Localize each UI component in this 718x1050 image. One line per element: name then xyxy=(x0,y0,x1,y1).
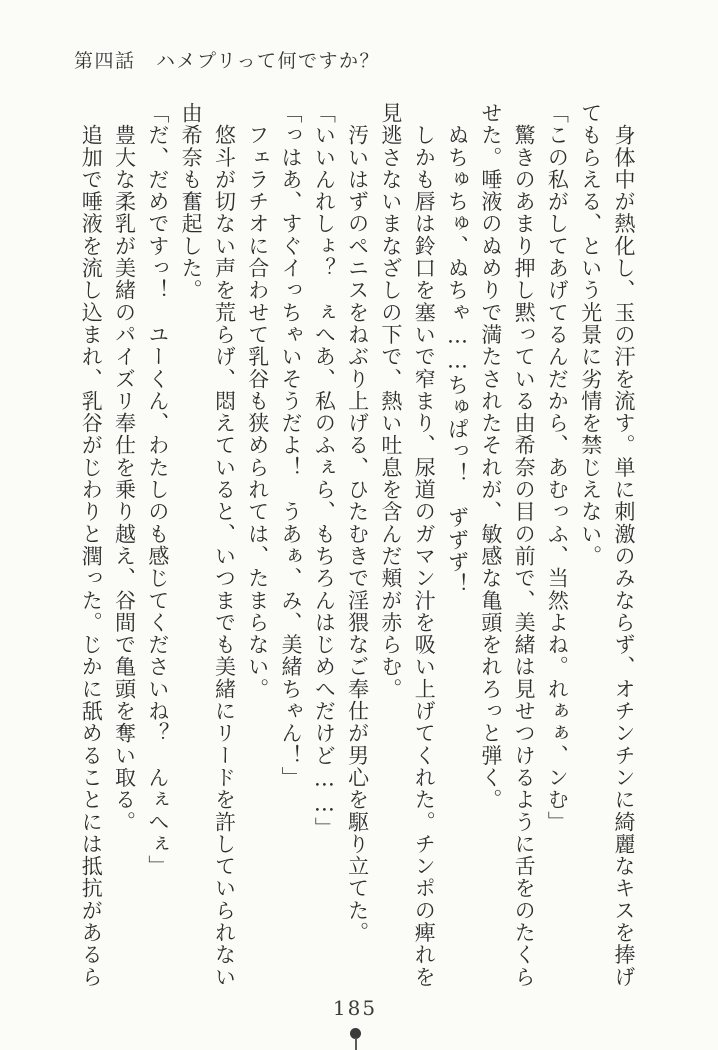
binding-mark-stem xyxy=(355,1038,357,1050)
novel-paragraph: 驚きのあまり押し黙っている由希奈の目の前で、美緒は見せつけるように舌をのたくらせた。唾液のぬめりで満たされたそれが、敏感な亀頭をれろっと弾く。 xyxy=(478,102,537,988)
novel-paragraph: フェラチオに合わせて乳谷も狭められては、たまらない。 xyxy=(245,102,270,701)
novel-paragraph: 「っはあ、すぐイっちゃいそうだよ！ うあぁ、み、美緒ちゃん！」 xyxy=(279,102,304,789)
novel-paragraph: 「だ、だめですっ！ ユーくん、わたしのも感じてくださいね？ んぇへぇ」 xyxy=(145,102,170,878)
novel-paragraph: 汚いはずのペニスをねぶり上げる、ひたむきで淫猥なご奉仕が男心を駆り立てた。 xyxy=(345,102,370,944)
novel-paragraph: ぬちゅちゅ、ぬちゃ……ちゅぱっ！ ずずず！ xyxy=(445,102,470,596)
novel-paragraph: しかも唇は鈴口を塞いで窄まり、尿道のガマン汁を吸い上げてくれた。チンポの痺れを見逃さないまなざしの下で、熱い吐息を含んだ頬が赤らむ。 xyxy=(378,102,437,988)
novel-paragraph: 悠斗が切ない声を荒らげ、悶えていると、いつまでも美緒にリードを許していられない由希奈も奮起した。 xyxy=(179,102,237,988)
novel-paragraph: 「この私がしてあげてるんだから、あむっふ、当然よね。れぁぁ、ンむ」 xyxy=(545,102,570,833)
chapter-running-header: 第四話 ハメプリって何ですか？ xyxy=(74,50,380,72)
novel-paragraph: 「いいんれしょ？ ぇへあ、私のふぇら、もちろんはじめへだけど……」 xyxy=(312,102,337,839)
novel-paragraph: 追加で唾液を流し込まれ、乳谷がじわりと潤った。じかに舐めることには抵抗があるら xyxy=(79,102,104,988)
novel-paragraph: 豊大な柔乳が美緒のパイズリ奉仕を乗り越え、谷間で亀頭を奪い取る。 xyxy=(112,102,137,833)
binding-mark-icon xyxy=(349,1028,362,1050)
novel-text-block xyxy=(74,102,640,994)
novel-paragraph: 身体中が熱化し、玉の汗を流す。単に刺激のみならず、オチンチンに綺麗なキスを捧げてもらえる、という光景に劣情を禁じえない。 xyxy=(578,102,636,988)
page-number: 185 xyxy=(332,996,378,1020)
